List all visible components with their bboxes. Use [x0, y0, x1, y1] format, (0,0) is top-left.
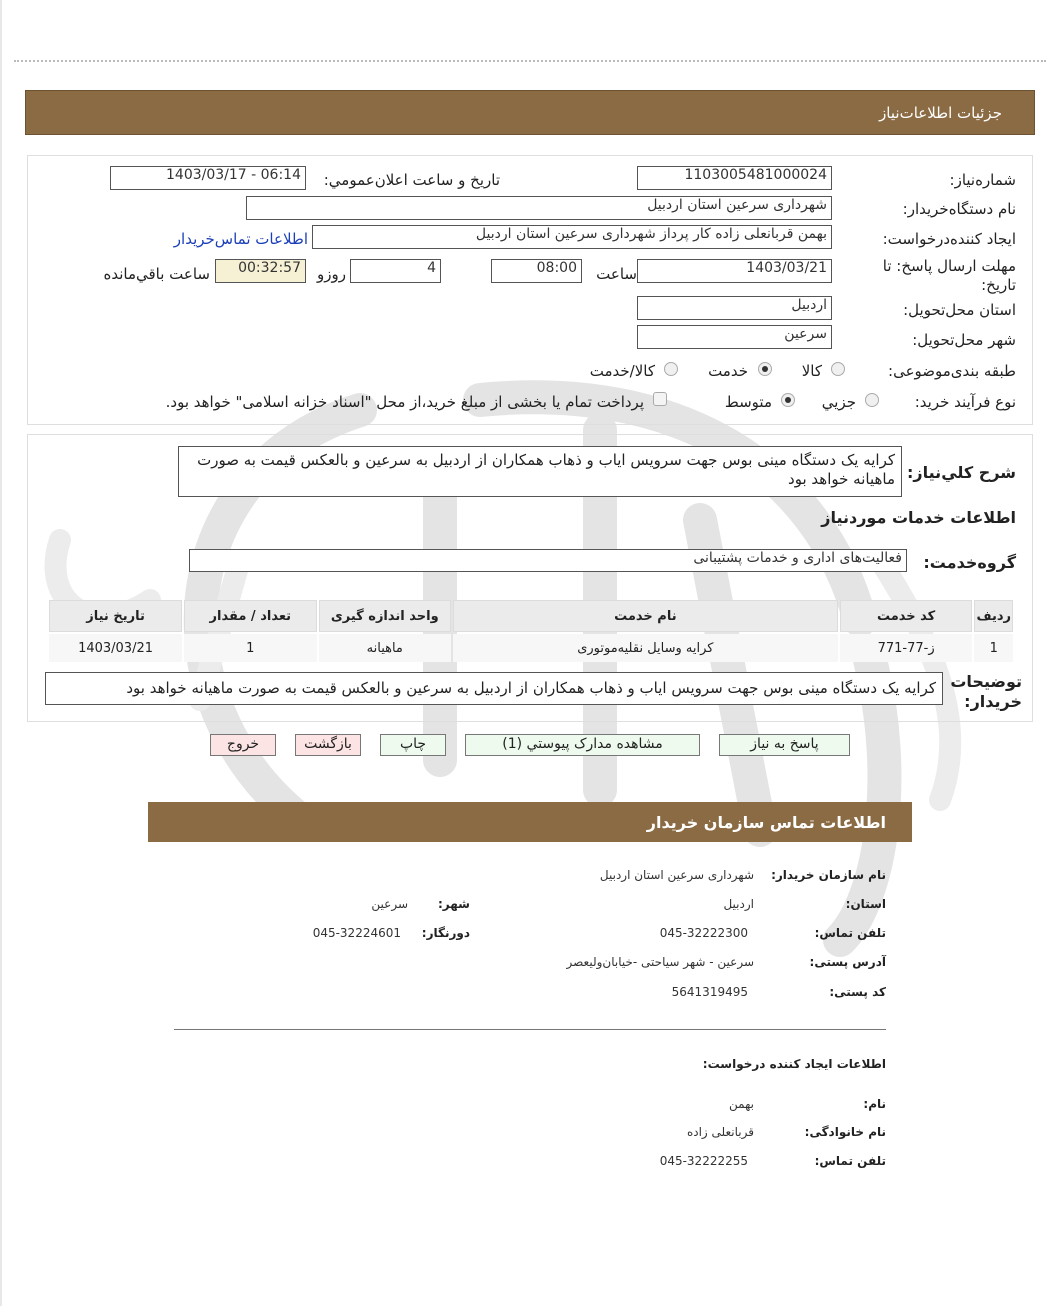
cell-need-date: 1403/03/21 — [49, 634, 182, 662]
col-service-code: كد خدمت — [840, 600, 973, 632]
exit-button[interactable]: خروج — [210, 734, 276, 756]
need-number-label: شماره‌نیاز: — [949, 171, 1016, 189]
category-option-service: خدمت — [708, 362, 748, 380]
remaining-time-field: 00:32:57 — [215, 259, 306, 283]
cell-row: 1 — [974, 634, 1013, 662]
treasury-payment-note: پرداخت تمام یا بخشی از مبلغ خرید،از محل "اسناد خزانه اسلامی" خواهد بود. — [165, 393, 644, 411]
treasury-payment-checkbox[interactable] — [653, 392, 667, 406]
requester-label: ايجاد كننده‌درخواست: — [882, 230, 1016, 248]
contact-fax-label: دورنگار: — [421, 926, 470, 940]
contact-phone-value: 045-32222300 — [659, 926, 748, 940]
col-unit: واحد اندازه گيری — [319, 600, 451, 632]
cell-quantity: 1 — [184, 634, 316, 662]
view-attachments-button[interactable]: مشاهده مدارک پيوستي (1) — [465, 734, 700, 756]
requester-name-value: بهمن — [729, 1097, 754, 1111]
summary-label: شرح كلي‌نياز: — [907, 463, 1016, 482]
category-radio-goods-service[interactable] — [664, 362, 678, 376]
delivery-city-field: سرعین — [637, 325, 832, 349]
requester-phone-value: 045-32222255 — [659, 1154, 748, 1168]
reply-button[interactable]: پاسخ به نياز — [719, 734, 850, 756]
purchase-option-minor: جزيي — [821, 393, 856, 411]
contact-phone-label: تلفن تماس: — [814, 926, 886, 940]
table-row — [49, 634, 1013, 662]
announce-datetime-label: تاريخ و ساعت اعلان‌عمومي: — [323, 171, 500, 189]
contact-province-value: اردبیل — [723, 897, 754, 911]
days-label: روزو — [317, 265, 346, 283]
contact-city-label: شهر: — [438, 897, 470, 911]
contact-org-label: نام سازمان خريدار: — [771, 868, 886, 882]
col-quantity: تعداد / مقدار — [184, 600, 316, 632]
col-need-date: تاريخ نياز — [49, 600, 182, 632]
buyer-contact-title: اطلاعات تماس سازمان خريدار — [646, 813, 886, 832]
buyer-org-label: نام دستگاه‌خريدار: — [902, 200, 1016, 218]
buyer-org-field: شهرداری سرعین استان اردبیل — [246, 196, 832, 220]
contact-fax-value: 045-32224601 — [312, 926, 401, 940]
category-radio-goods[interactable] — [831, 362, 845, 376]
contact-org-value: شهرداری سرعین استان اردبیل — [599, 868, 754, 882]
details-header-title: جزئیات اطلاعات‌نیاز — [879, 104, 1002, 122]
announce-datetime-field: 1403/03/17 - 06:14 — [110, 166, 306, 190]
delivery-province-label: استان محل‌تحويل: — [903, 301, 1016, 319]
top-divider — [14, 60, 1046, 62]
category-label: طبقه بندی‌موضوعی: — [888, 362, 1016, 380]
category-radio-service[interactable] — [758, 362, 772, 376]
need-number-field: 1103005481000024 — [637, 166, 832, 190]
contact-postal-value: 5641319495 — [671, 985, 748, 999]
service-group-field: فعالیت‌های اداری و خدمات پشتیبانی — [189, 549, 907, 572]
deadline-time-field: 08:00 — [491, 259, 582, 283]
category-option-goods: کالا — [801, 362, 822, 380]
back-button[interactable]: بازگشت — [295, 734, 361, 756]
purchase-radio-minor[interactable] — [865, 393, 879, 407]
window-edge — [0, 0, 2, 1306]
deadline-date-field: 1403/03/21 — [637, 259, 832, 283]
purchase-option-medium: متوسط — [724, 393, 772, 411]
requester-info-heading: اطلاعات ایجاد کننده درخواست: — [702, 1057, 886, 1071]
services-heading: اطلاعات خدمات موردنياز — [821, 508, 1016, 527]
requester-family-label: نام خانوادگی: — [804, 1125, 886, 1139]
deadline-time-label: ساعت — [596, 265, 637, 283]
remaining-time-label: ساعت باقي‌مانده — [103, 265, 210, 283]
contact-province-label: استان: — [845, 897, 886, 911]
purchase-type-label: نوع فرآيند خريد: — [914, 393, 1016, 411]
cell-service-name: کرایه وسایل نقلیه‌موتوری — [453, 634, 838, 662]
summary-text: کرایه یک دستگاه مینی بوس جهت سرویس ایاب و ذهاب همکاران از اردبیل به سرعین و بالعکس قیمت به صورت ماهیانه خواهد بود — [178, 446, 902, 497]
buyer-contact-header — [148, 802, 912, 842]
requester-family-value: قربانعلی زاده — [686, 1125, 754, 1139]
services-table-header — [49, 600, 1013, 632]
cell-unit: ماهیانه — [319, 634, 451, 662]
contact-postal-label: کد پستی: — [829, 985, 886, 999]
deadline-label: مهلت ارسال پاسخ: تا تاريخ: — [882, 257, 1016, 294]
requester-field: بهمن قربانعلی زاده کار پرداز شهرداری سرعین استان اردبیل — [312, 225, 832, 249]
details-header — [25, 90, 1035, 135]
col-service-name: نام خدمت — [453, 600, 838, 632]
requester-name-label: نام: — [863, 1097, 886, 1111]
contact-address-label: آدرس پستی: — [809, 955, 886, 969]
buyer-notes-label: توضيحات خريدار: — [950, 672, 1022, 711]
col-row: رديف — [974, 600, 1013, 632]
contact-separator — [174, 1029, 886, 1030]
category-option-goods-service: کالا/خدمت — [589, 362, 655, 380]
buyer-notes-text: کرایه یک دستگاه مینی بوس جهت سرویس ایاب و ذهاب همکاران از اردبیل به سرعین و بالعکس قیمت به صورت ماهیانه خواهد بود — [45, 672, 943, 705]
contact-address-value: سرعین - شهر سیاحتی -خیابان‌ولیعصر — [566, 955, 754, 969]
print-button[interactable]: چاپ — [380, 734, 446, 756]
delivery-province-field: اردبیل — [637, 296, 832, 320]
cell-service-code: ز-77-771 — [840, 634, 973, 662]
service-group-label: گروه‌خدمت: — [923, 553, 1016, 572]
delivery-city-label: شهر محل‌تحويل: — [912, 331, 1016, 349]
buyer-contact-link[interactable]: اطلاعات تماس‌خريدار — [173, 230, 308, 248]
requester-phone-label: تلفن تماس: — [814, 1154, 886, 1168]
remaining-days-field: 4 — [350, 259, 441, 283]
purchase-radio-medium[interactable] — [781, 393, 795, 407]
contact-city-value: سرعین — [371, 897, 408, 911]
services-table — [47, 598, 1015, 664]
